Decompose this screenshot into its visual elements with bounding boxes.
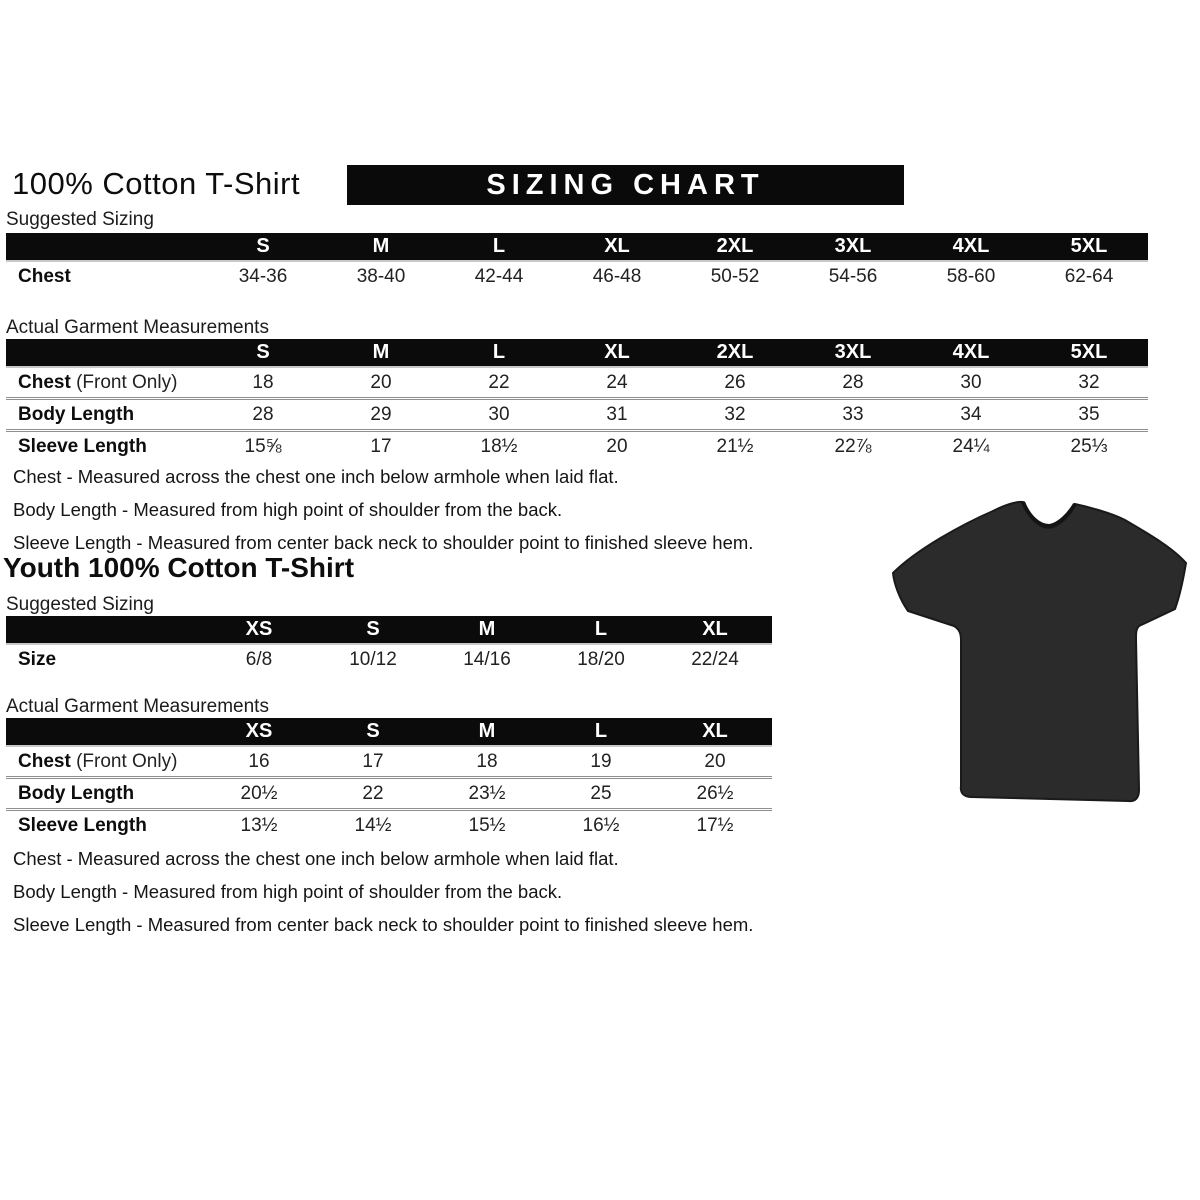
youth-actual-label: Actual Garment Measurements (6, 696, 269, 717)
column-header: XL (604, 341, 630, 363)
cell: 58-60 (946, 265, 996, 287)
table-row (6, 747, 772, 776)
sizing-chart-banner: SIZING CHART (347, 165, 904, 205)
column-header: L (594, 618, 608, 640)
cell: 22 (362, 782, 384, 804)
youth-title: Youth 100% Cotton T-Shirt (3, 552, 355, 583)
adult-suggested-table (6, 233, 1148, 291)
header-spacer (6, 339, 204, 366)
row-label: Sleeve Length (18, 814, 147, 836)
t-shirt-image (885, 478, 1193, 806)
column-header: 4XL (952, 341, 990, 363)
column-header: S (256, 341, 270, 363)
table-row (6, 368, 1148, 397)
cell: 18½ (480, 435, 518, 457)
row-label: Body Length (18, 403, 135, 425)
table-row (6, 808, 772, 840)
column-header: S (366, 618, 380, 640)
column-header: S (366, 720, 380, 742)
adult-actual-label: Actual Garment Measurements (6, 317, 269, 338)
column-header: 5XL (1070, 341, 1108, 363)
youth-suggested-label: Suggested Sizing (6, 594, 154, 615)
cell: 42-44 (474, 265, 524, 287)
cell: 34 (960, 403, 982, 425)
adult-actual-header-row (6, 339, 1148, 368)
cell: 16½ (582, 814, 620, 836)
row-label: Chest (18, 265, 71, 287)
header-spacer (6, 233, 204, 260)
cell: 32 (724, 403, 746, 425)
note-line: Body Length - Measured from high point of shoulder from the back. (13, 881, 563, 902)
cell: 22/24 (691, 648, 739, 670)
row-label: Chest (18, 371, 71, 393)
column-header: XS (245, 618, 273, 640)
cell: 35 (1078, 403, 1100, 425)
youth-notes (13, 842, 753, 941)
cell: 62-64 (1064, 265, 1114, 287)
cell: 22⅞ (834, 435, 872, 457)
table-row (6, 429, 1148, 461)
row-label: Size (18, 648, 57, 670)
cell: 32 (1078, 371, 1100, 393)
note-line: Chest - Measured across the chest one inch below armhole when laid flat. (13, 848, 619, 869)
column-header: L (492, 235, 506, 257)
column-header: XL (702, 618, 728, 640)
table-row (6, 776, 772, 808)
cell: 18 (476, 750, 498, 772)
cell: 21½ (716, 435, 754, 457)
column-header: 2XL (716, 341, 754, 363)
cell: 23½ (468, 782, 506, 804)
cell: 22 (488, 371, 510, 393)
t-shirt-silhouette (885, 478, 1193, 806)
cell: 20 (704, 750, 726, 772)
cell: 14/16 (463, 648, 511, 670)
cell: 28 (842, 371, 864, 393)
column-header: M (478, 618, 496, 640)
column-header: 3XL (834, 341, 872, 363)
cell: 16 (248, 750, 270, 772)
cell: 18/20 (577, 648, 625, 670)
cell: 46-48 (592, 265, 642, 287)
column-header: 2XL (716, 235, 754, 257)
column-header: XL (604, 235, 630, 257)
adult-title: 100% Cotton T-Shirt (12, 166, 301, 201)
youth-suggested-header-row (6, 616, 772, 645)
adult-actual-table (6, 339, 1148, 461)
cell: 14½ (354, 814, 392, 836)
cell: 19 (590, 750, 612, 772)
row-label-suffix: (Front Only) (70, 750, 178, 772)
cell: 50-52 (710, 265, 760, 287)
header-spacer (6, 616, 202, 643)
cell: 20 (606, 435, 628, 457)
cell: 6/8 (245, 648, 273, 670)
cell: 26 (724, 371, 746, 393)
column-header: XS (245, 720, 273, 742)
adult-suggested-label: Suggested Sizing (6, 209, 154, 230)
cell: 17 (370, 435, 392, 457)
column-header: 3XL (834, 235, 872, 257)
cell: 10/12 (349, 648, 397, 670)
table-row (6, 262, 1148, 291)
cell: 17½ (696, 814, 734, 836)
cell: 31 (606, 403, 628, 425)
table-row (6, 645, 772, 674)
column-header: L (594, 720, 608, 742)
column-header: S (256, 235, 270, 257)
row-label-suffix: (Front Only) (70, 371, 178, 393)
cell: 38-40 (356, 265, 406, 287)
note-line: Sleeve Length - Measured from center back neck to shoulder point to finished sleeve hem. (13, 532, 754, 553)
youth-suggested-table (6, 616, 772, 674)
cell: 26½ (696, 782, 734, 804)
column-header: M (372, 341, 390, 363)
cell: 18 (252, 371, 274, 393)
column-header: 5XL (1070, 235, 1108, 257)
column-header: M (478, 720, 496, 742)
cell: 25 (590, 782, 612, 804)
adult-notes (13, 460, 753, 559)
header-spacer (6, 718, 202, 745)
cell: 54-56 (828, 265, 878, 287)
column-header: M (372, 235, 390, 257)
cell: 25⅓ (1070, 435, 1108, 457)
row-label: Sleeve Length (18, 435, 147, 457)
cell: 30 (960, 371, 982, 393)
cell: 33 (842, 403, 864, 425)
cell: 13½ (240, 814, 278, 836)
column-header: L (492, 341, 506, 363)
note-line: Body Length - Measured from high point of shoulder from the back. (13, 499, 563, 520)
cell: 20 (370, 371, 392, 393)
youth-actual-table (6, 718, 772, 840)
cell: 28 (252, 403, 274, 425)
cell: 15½ (468, 814, 506, 836)
cell: 30 (488, 403, 510, 425)
row-label: Body Length (18, 782, 135, 804)
column-header: 4XL (952, 235, 990, 257)
cell: 17 (362, 750, 384, 772)
youth-actual-header-row (6, 718, 772, 747)
row-label: Chest (18, 750, 71, 772)
cell: 34-36 (238, 265, 288, 287)
column-header: XL (702, 720, 728, 742)
cell: 24 (606, 371, 628, 393)
note-line: Chest - Measured across the chest one inch below armhole when laid flat. (13, 466, 619, 487)
cell: 15⅝ (244, 435, 282, 457)
table-row (6, 397, 1148, 429)
cell: 20½ (240, 782, 278, 804)
cell: 29 (370, 403, 392, 425)
note-line: Sleeve Length - Measured from center back neck to shoulder point to finished sleeve hem. (13, 914, 754, 935)
adult-suggested-header-row (6, 233, 1148, 262)
cell: 24¼ (952, 435, 990, 457)
